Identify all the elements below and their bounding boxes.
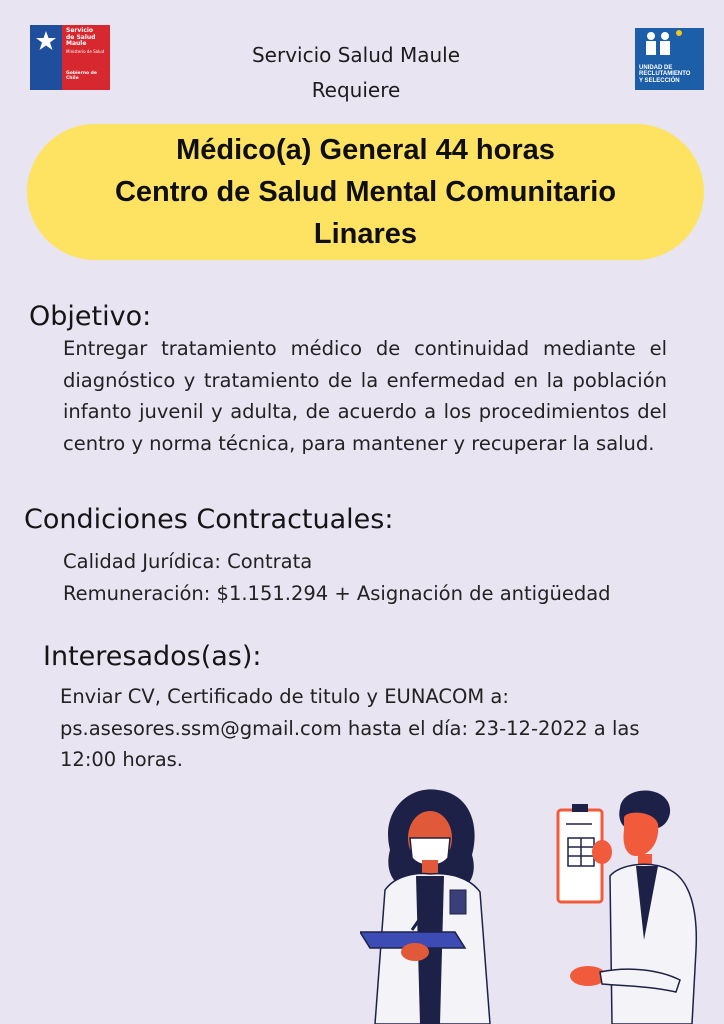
condiciones-heading: Condiciones Contractuales:	[24, 504, 394, 535]
calidad-juridica-text: Calidad Jurídica: Contrata	[63, 550, 313, 573]
female-doctor-illustration	[360, 780, 510, 1024]
logo-line1: Servicio	[66, 27, 94, 34]
job-title-line2: Centro de Salud Mental Comunitario	[114, 176, 617, 208]
interesados-text: Enviar CV, Certificado de titulo y EUNACOM a: ps.asesores.ssm@gmail.com hasta el día: 23-12-2022 a las 12:00 horas.	[60, 685, 640, 771]
unit-logo-line3: Y SELECCIÓN	[639, 77, 680, 84]
logo-footer: Gobierno de Chile	[66, 71, 97, 81]
unit-logo-line1: UNIDAD DE	[639, 64, 673, 71]
unit-logo-line2: RECLUTAMIENTO	[639, 71, 691, 77]
header-requires: Requiere	[311, 78, 401, 102]
interesados-heading: Interesados(as):	[43, 641, 262, 672]
remuneracion-text: Remuneración: $1.151.294 + Asignación de antigüedad	[63, 582, 611, 605]
logo-subtitle: Ministerio de Salud	[66, 48, 105, 54]
job-title-line1: Médico(a) General 44 horas	[176, 134, 555, 166]
header-organization: Servicio Salud Maule	[251, 43, 461, 67]
male-doctor-illustration	[540, 780, 710, 1024]
job-title-line3: Linares	[313, 218, 418, 250]
objetivo-text: Entregar tratamiento médico de continuidad mediante el diagnóstico y tratamiento de la enfermedad en la población infanto juvenil y adulta, de acuerdo a los procedimientos del centro y norma técnica, para mantener y recuperar la salud.	[63, 337, 667, 455]
job-title-banner	[27, 124, 704, 260]
logo-line3: Maule	[66, 40, 87, 47]
logo-line2: de Salud	[66, 33, 96, 41]
objetivo-heading: Objetivo:	[29, 301, 152, 332]
